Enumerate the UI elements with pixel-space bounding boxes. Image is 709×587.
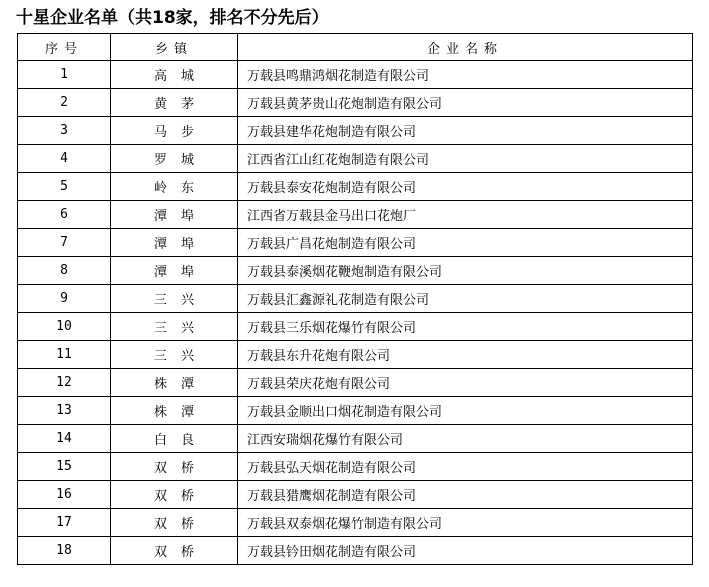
- enterprise-name-cell: 万载县金顺出口烟花制造有限公司: [238, 397, 693, 425]
- township-cell: 三兴: [111, 313, 238, 341]
- header-township: 乡镇: [111, 34, 238, 61]
- table-row: [18, 89, 693, 117]
- serial-number-cell: 15: [18, 453, 111, 481]
- township-cell: 潭埠: [111, 257, 238, 285]
- table-row: [18, 481, 693, 509]
- table-row: [18, 173, 693, 201]
- serial-number-cell: 12: [18, 369, 111, 397]
- township-cell: 株潭: [111, 369, 238, 397]
- enterprise-name-cell: 万载县弘天烟花制造有限公司: [238, 453, 693, 481]
- table-header-row: [18, 34, 693, 61]
- serial-number-cell: 7: [18, 229, 111, 257]
- serial-number-cell: 9: [18, 285, 111, 313]
- township-cell: 三兴: [111, 285, 238, 313]
- serial-number-cell: 16: [18, 481, 111, 509]
- serial-number-cell: 6: [18, 201, 111, 229]
- table-row: [18, 61, 693, 89]
- table-body: [18, 61, 693, 565]
- serial-number-cell: 13: [18, 397, 111, 425]
- enterprise-table: [17, 33, 693, 565]
- page-title: 十星企业名单（共18家，排名不分先后）: [16, 8, 329, 28]
- serial-number-cell: 10: [18, 313, 111, 341]
- enterprise-name-cell: 万载县广昌花炮制造有限公司: [238, 229, 693, 257]
- enterprise-name-cell: 江西省江山红花炮制造有限公司: [238, 145, 693, 173]
- serial-number-cell: 1: [18, 61, 111, 89]
- enterprise-name-cell: 万载县鸣鼎鸿烟花制造有限公司: [238, 61, 693, 89]
- header-enterprise-name: 企业名称: [238, 34, 693, 61]
- township-cell: 岭东: [111, 173, 238, 201]
- table-row: [18, 537, 693, 565]
- enterprise-name-cell: 万载县泰安花炮制造有限公司: [238, 173, 693, 201]
- enterprise-name-cell: 万载县钤田烟花制造有限公司: [238, 537, 693, 565]
- enterprise-name-cell: 万载县双泰烟花爆竹制造有限公司: [238, 509, 693, 537]
- enterprise-name-cell: 万载县东升花炮有限公司: [238, 341, 693, 369]
- table-row: [18, 257, 693, 285]
- enterprise-name-cell: 万载县泰溪烟花鞭炮制造有限公司: [238, 257, 693, 285]
- township-cell: 高城: [111, 61, 238, 89]
- enterprise-name-cell: 万载县黄茅贵山花炮制造有限公司: [238, 89, 693, 117]
- township-cell: 白良: [111, 425, 238, 453]
- enterprise-name-cell: 江西安瑞烟花爆竹有限公司: [238, 425, 693, 453]
- township-cell: 三兴: [111, 341, 238, 369]
- township-cell: 马步: [111, 117, 238, 145]
- header-serial-number: 序号: [18, 34, 111, 61]
- serial-number-cell: 14: [18, 425, 111, 453]
- table-row: [18, 453, 693, 481]
- table-row: [18, 117, 693, 145]
- serial-number-cell: 2: [18, 89, 111, 117]
- enterprise-name-cell: 万载县汇鑫源礼花制造有限公司: [238, 285, 693, 313]
- enterprise-name-cell: 万载县猎鹰烟花制造有限公司: [238, 481, 693, 509]
- serial-number-cell: 18: [18, 537, 111, 565]
- table-row: [18, 341, 693, 369]
- enterprise-name-cell: 江西省万载县金马出口花炮厂: [238, 201, 693, 229]
- table-row: [18, 425, 693, 453]
- serial-number-cell: 8: [18, 257, 111, 285]
- enterprise-name-cell: 万载县三乐烟花爆竹有限公司: [238, 313, 693, 341]
- township-cell: 潭埠: [111, 201, 238, 229]
- township-cell: 双桥: [111, 509, 238, 537]
- table-row: [18, 201, 693, 229]
- township-cell: 双桥: [111, 537, 238, 565]
- enterprise-name-cell: 万载县荣庆花炮有限公司: [238, 369, 693, 397]
- serial-number-cell: 4: [18, 145, 111, 173]
- table-row: [18, 369, 693, 397]
- serial-number-cell: 17: [18, 509, 111, 537]
- township-cell: 株潭: [111, 397, 238, 425]
- table-row: [18, 229, 693, 257]
- township-cell: 潭埠: [111, 229, 238, 257]
- serial-number-cell: 11: [18, 341, 111, 369]
- table-row: [18, 285, 693, 313]
- township-cell: 双桥: [111, 453, 238, 481]
- serial-number-cell: 3: [18, 117, 111, 145]
- enterprise-name-cell: 万载县建华花炮制造有限公司: [238, 117, 693, 145]
- township-cell: 罗城: [111, 145, 238, 173]
- township-cell: 双桥: [111, 481, 238, 509]
- township-cell: 黄茅: [111, 89, 238, 117]
- serial-number-cell: 5: [18, 173, 111, 201]
- table-row: [18, 509, 693, 537]
- table-row: [18, 313, 693, 341]
- table-row: [18, 397, 693, 425]
- table-row: [18, 145, 693, 173]
